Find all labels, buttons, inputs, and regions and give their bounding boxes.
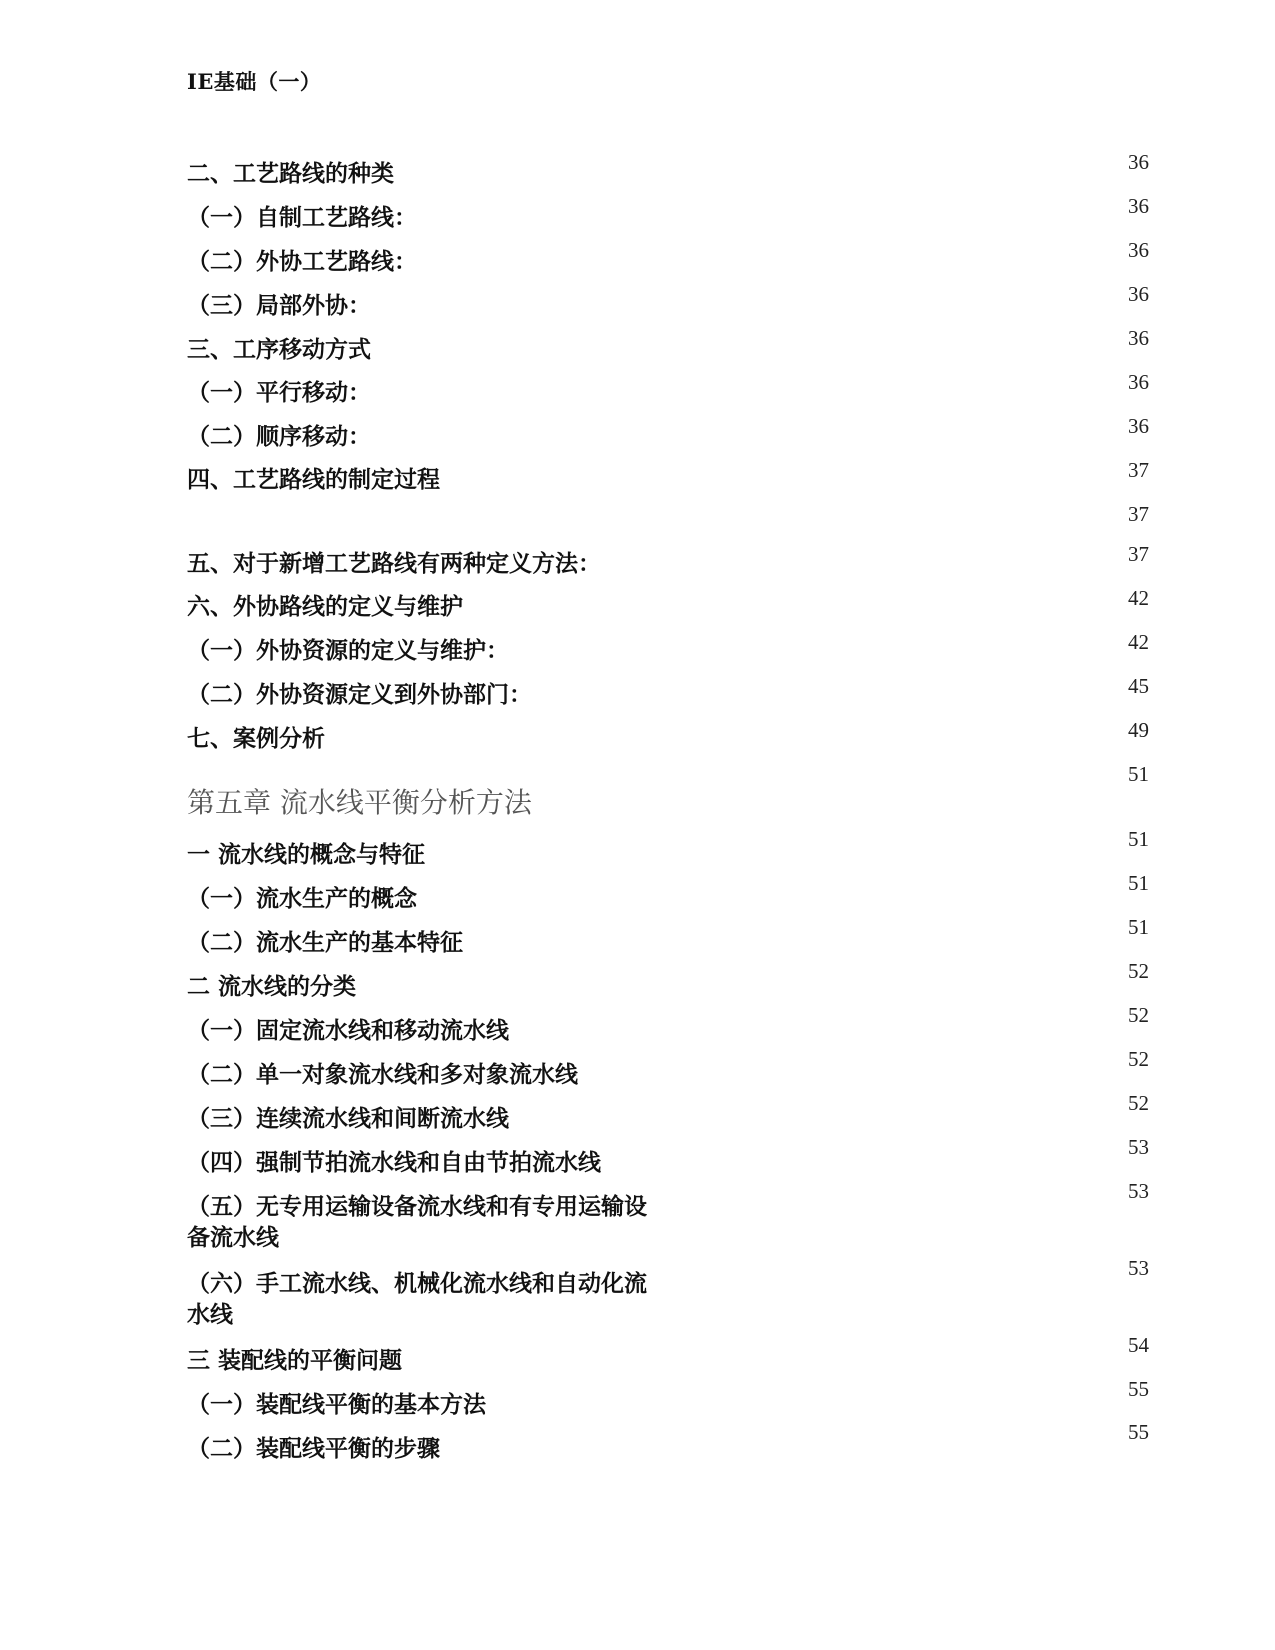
toc-chapter-heading[interactable]: 第五章 流水线平衡分析方法 [187,786,532,819]
toc-title-11[interactable]: （一）外协资源的定义与维护： [187,637,509,664]
page-number: 55 [1128,1377,1149,1401]
toc-title-16[interactable]: （一）流水生产的概念 [187,885,417,912]
toc-title-8[interactable]: 四、工艺路线的制定过程 [187,466,440,493]
toc-title-22[interactable]: （四）强制节拍流水线和自由节拍流水线 [187,1149,601,1176]
page-number: 36 [1128,414,1149,438]
toc-title-21[interactable]: （三）连续流水线和间断流水线 [187,1105,509,1132]
page-number: 51 [1128,762,1149,786]
page-number: 36 [1128,282,1149,306]
page-number: 36 [1128,194,1149,218]
page-number: 52 [1128,1003,1149,1027]
page-number: 53 [1128,1135,1149,1159]
toc-title-2[interactable]: （一）自制工艺路线： [187,204,417,231]
page-number: 37 [1128,542,1149,566]
page-number: 52 [1128,959,1149,983]
toc-title-7[interactable]: （二）顺序移动： [187,423,371,450]
page-number: 36 [1128,150,1149,174]
toc-title-1[interactable]: 二、工艺路线的种类 [187,160,394,187]
page-number: 51 [1128,915,1149,939]
page-number: 42 [1128,586,1149,610]
toc-title-9[interactable]: 五、对于新增工艺路线有两种定义方法： [187,550,601,577]
toc-title-23[interactable]: （五）无专用运输设备流水线和有专用运输设备流水线 [187,1193,647,1251]
page-number: 52 [1128,1091,1149,1115]
page-number: 49 [1128,718,1149,742]
page-number: 54 [1128,1333,1149,1357]
page-number: 51 [1128,827,1149,851]
toc-title-5[interactable]: 三、工序移动方式 [187,336,371,363]
toc-title-6[interactable]: （一）平行移动： [187,379,371,406]
page-number: 53 [1128,1256,1149,1280]
page-number: 53 [1128,1179,1149,1203]
toc-title-15[interactable]: 一 流水线的概念与特征 [187,841,426,868]
toc-title-12[interactable]: （二）外协资源定义到外协部门： [187,681,532,708]
page-number: 52 [1128,1047,1149,1071]
page-header: IE基础（一） [187,69,322,94]
toc-title-4[interactable]: （三）局部外协： [187,292,371,319]
toc-title-3[interactable]: （二）外协工艺路线： [187,248,417,275]
toc-title-25[interactable]: 三 装配线的平衡问题 [187,1347,403,1374]
page-number: 37 [1128,458,1149,482]
toc-title-19[interactable]: （一）固定流水线和移动流水线 [187,1017,509,1044]
page-number: 55 [1128,1420,1149,1444]
toc-title-20[interactable]: （二）单一对象流水线和多对象流水线 [187,1061,578,1088]
toc-title-18[interactable]: 二 流水线的分类 [187,973,357,1000]
page-number: 37 [1128,502,1149,526]
toc-title-17[interactable]: （二）流水生产的基本特征 [187,929,463,956]
toc-title-10[interactable]: 六、外协路线的定义与维护 [187,593,463,620]
page-number: 51 [1128,871,1149,895]
toc-title-27[interactable]: （二）装配线平衡的步骤 [187,1435,440,1462]
page-number: 36 [1128,326,1149,350]
toc-title-26[interactable]: （一）装配线平衡的基本方法 [187,1391,486,1418]
page-number: 45 [1128,674,1149,698]
page-number: 42 [1128,630,1149,654]
toc-title-13[interactable]: 七、案例分析 [187,725,325,752]
toc-title-24[interactable]: （六）手工流水线、机械化流水线和自动化流水线 [187,1270,647,1328]
page-number: 36 [1128,238,1149,262]
page-number: 36 [1128,370,1149,394]
